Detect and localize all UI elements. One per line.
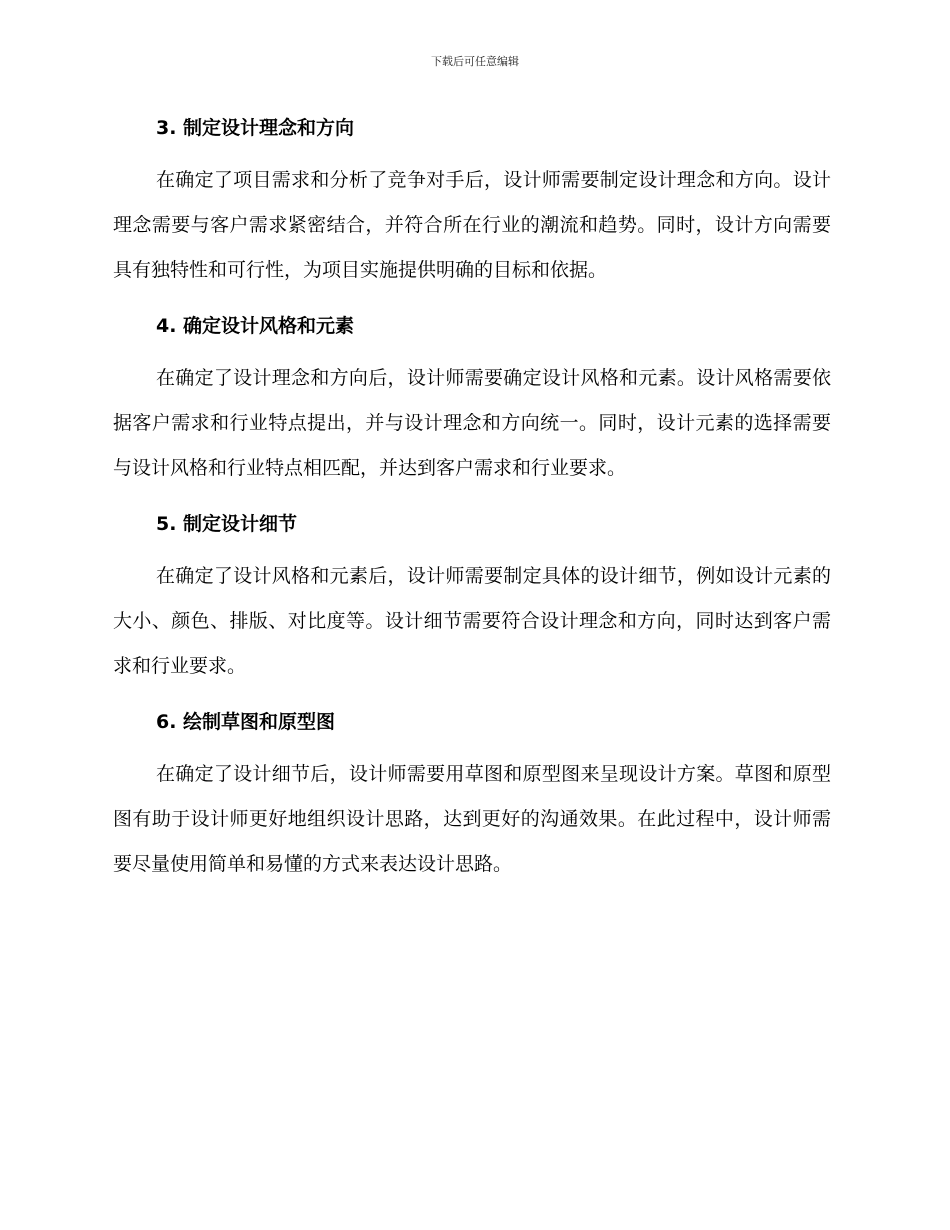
section-6 (113, 702, 831, 887)
section-heading: 4. 确定设计风格和元素 (156, 315, 355, 337)
section-paragraph: 在确定了设计细节后，设计师需要用草图和原型图来呈现设计方案。草图和原型图有助于设计师更好地组织设计思路，达到更好的沟通效果。在此过程中，设计师需要尽量使用简单和易懂的方式来表达设计思路。 (113, 763, 831, 875)
section-heading: 3. 制定设计理念和方向 (156, 117, 355, 139)
section-3 (113, 108, 831, 293)
section-4 (113, 306, 831, 491)
page-header: 下载后可任意编辑 (431, 55, 519, 68)
section-paragraph: 在确定了设计风格和元素后，设计师需要制定具体的设计细节，例如设计元素的大小、颜色、排版、对比度等。设计细节需要符合设计理念和方向，同时达到客户需求和行业要求。 (113, 565, 831, 677)
section-heading: 6. 绘制草图和原型图 (156, 711, 336, 733)
section-heading: 5. 制定设计细节 (156, 513, 298, 535)
document-body (113, 108, 831, 900)
section-5 (113, 504, 831, 689)
section-paragraph: 在确定了项目需求和分析了竞争对手后，设计师需要制定设计理念和方向。设计理念需要与客户需求紧密结合，并符合所在行业的潮流和趋势。同时，设计方向需要具有独特性和可行性，为项目实施提供明确的目标和依据。 (113, 169, 831, 281)
section-paragraph: 在确定了设计理念和方向后，设计师需要确定设计风格和元素。设计风格需要依据客户需求和行业特点提出，并与设计理念和方向统一。同时，设计元素的选择需要与设计风格和行业特点相匹配，并达到客户需求和行业要求。 (113, 367, 831, 479)
